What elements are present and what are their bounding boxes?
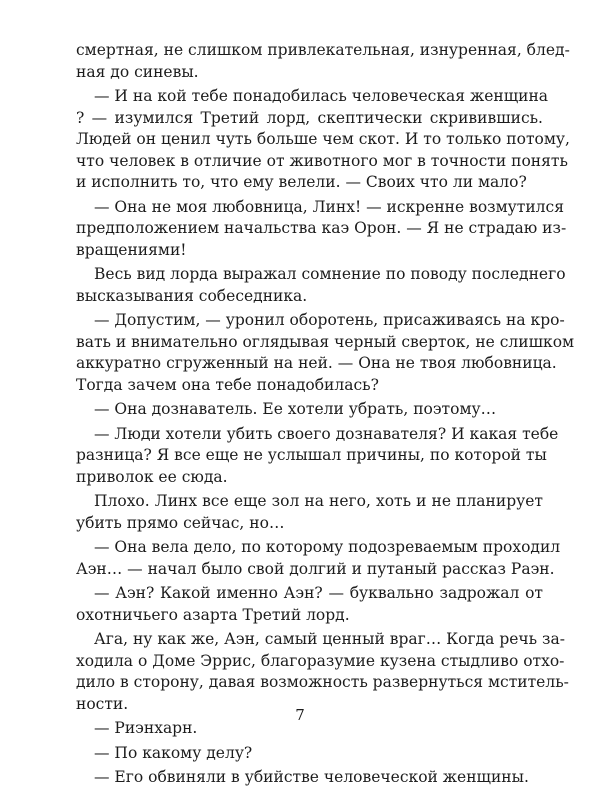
text-line: Аэн… — начал было свой долгий и путаный рассказ Раэн.	[76, 559, 555, 578]
paragraph	[76, 399, 543, 421]
text-line: Тогда зачем она тебе понадобилась?	[76, 375, 379, 394]
text-line: ? — изумился Третий лорд, скептически скривившись.	[76, 108, 543, 127]
paragraph	[76, 629, 569, 715]
paragraph	[76, 583, 543, 626]
paragraph	[76, 491, 543, 534]
paragraph	[76, 197, 567, 262]
paragraph	[76, 86, 570, 194]
text-line: и исполнить то, что ему велели. — Своих что ли мало?	[76, 173, 527, 191]
text-line: смертная, не слишком привлекательная, изнуренная, блед-	[76, 41, 570, 59]
text-line: ности.	[76, 694, 129, 713]
text-line: убить прямо сейчас, но…	[76, 513, 285, 532]
text-line: Людей он ценил чуть больше чем скот. И то только потому,	[76, 130, 570, 148]
paragraph	[76, 424, 559, 489]
paragraph	[76, 767, 543, 789]
text-line: Весь вид лорда выражал сомнение по поводу последнего	[94, 265, 566, 283]
text-line: — Она дознаватель. Ее хотели убрать, поэтому…	[94, 400, 497, 418]
paragraph	[76, 40, 570, 83]
paragraph	[76, 264, 566, 307]
text-line: аккуратно сгруженный на ней. — Она не твоя любовница.	[76, 354, 557, 372]
text-line: разница? Я все еще не услышал причины, по которой ты	[76, 446, 547, 464]
text-line: Плохо. Линх все еще зол на него, хоть и не планирует	[94, 492, 543, 510]
text-line: дило в сторону, давая возможность развернуться мститель-	[76, 673, 569, 691]
page-number: 7	[295, 706, 305, 724]
text-line: — Его обвиняли в убийстве человеческой женщины.	[94, 768, 529, 786]
text-line: — Люди хотели убить своего дознавателя? И какая тебе	[94, 424, 559, 443]
text-line: охотничьего азарта Третий лорд.	[76, 605, 350, 624]
paragraph	[76, 310, 575, 396]
text-line: ходила о Доме Эррис, благоразумие кузена стыдливо отхо-	[76, 651, 565, 670]
text-line: — По какому делу?	[94, 743, 253, 762]
body-text	[76, 40, 575, 789]
text-line: предположением начальства каэ Орон. — Я не страдаю из-	[76, 219, 567, 237]
text-line: вращениями!	[76, 240, 187, 259]
text-line: ная до синевы.	[76, 62, 199, 81]
text-line: — Допустим, — уронил оборотень, присаживаясь на кро-	[94, 311, 565, 329]
text-line: — Она вела дело, по которому подозреваемым проходил	[94, 538, 561, 556]
text-line: что человек в отличие от животного мог в точности понять	[76, 151, 568, 170]
text-line: высказывания собеседника.	[76, 286, 308, 305]
text-line: вать и внимательно оглядывая черный сверток, не слишком	[76, 332, 575, 351]
text-line: — И на кой тебе понадобилась человеческая женщина	[94, 87, 549, 105]
paragraph	[76, 537, 561, 580]
text-line: Ага, ну как же, Аэн, самый ценный враг… Когда речь за-	[94, 630, 565, 648]
text-line: — Она не моя любовница, Линх! — искренне возмутился	[94, 197, 564, 216]
text-line: приволок ее сюда.	[76, 467, 228, 486]
paragraph	[76, 743, 543, 765]
text-line: — Аэн? Какой именно Аэн? — буквально задрожал от	[94, 584, 543, 602]
text-line: — Риэнхарн.	[94, 719, 198, 737]
